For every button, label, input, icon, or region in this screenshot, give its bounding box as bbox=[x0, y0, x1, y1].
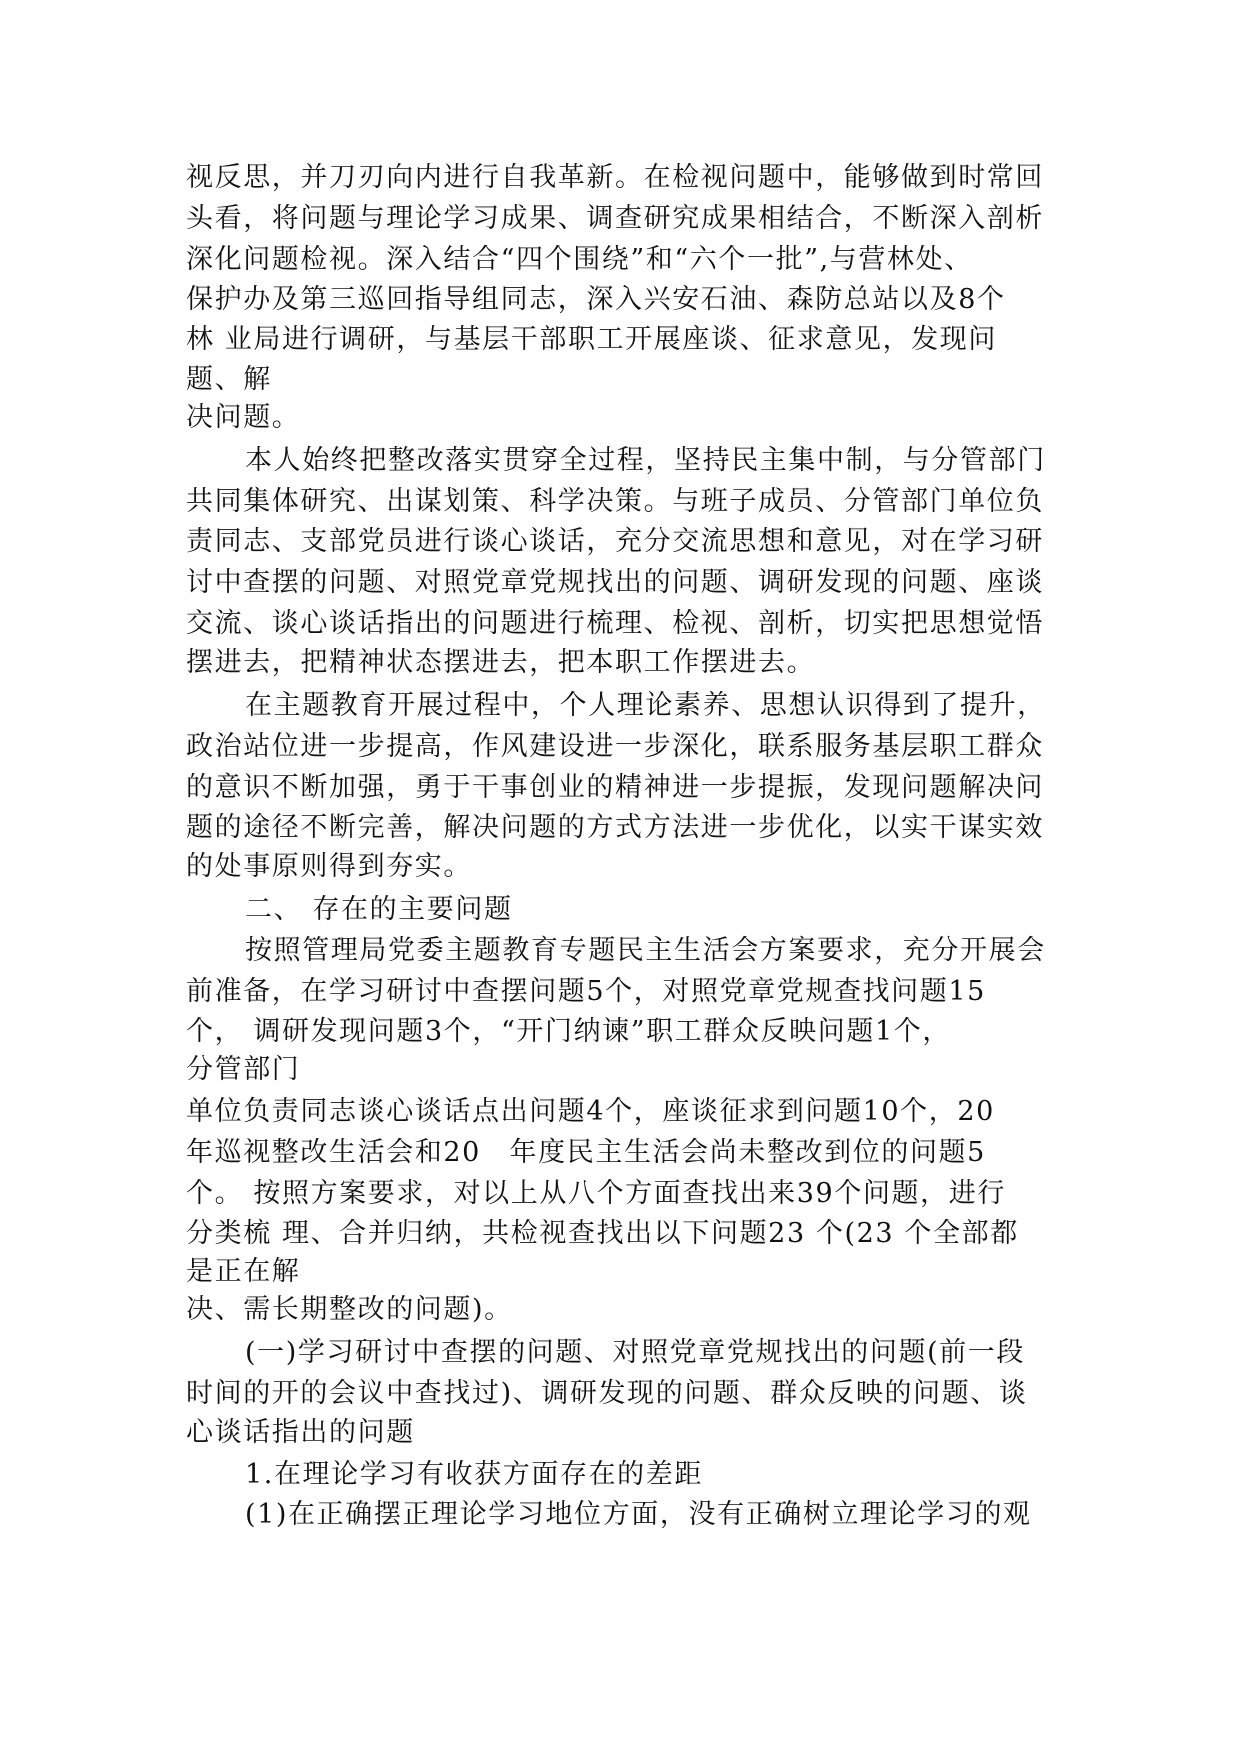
text-line: 政治站位进一步提高，作风建设进一步深化，联系服务基层职工群众 bbox=[186, 731, 1044, 762]
text-line: 头看，将问题与理论学习成果、调查研究成果相结合，不断深入剖析 bbox=[186, 203, 1044, 234]
section-heading: 二、 存在的主要问题 bbox=[245, 894, 513, 925]
text-line: 是正在解 bbox=[186, 1256, 301, 1287]
text-line: 保护办及第三巡回指导组同志，深入兴安石油、森防总站以及8个 bbox=[186, 284, 1006, 315]
item-heading: 1.在理论学习有收获方面存在的差距 bbox=[245, 1459, 703, 1490]
text-line: 题、解 bbox=[186, 364, 272, 395]
text-line: 单位负责同志谈心谈话点出问题4个，座谈征求到问题10个，20 bbox=[186, 1096, 995, 1127]
text-line: 林 业局进行调研，与基层干部职工开展座谈、征求意见，发现问 bbox=[186, 324, 997, 355]
text-line: 交流、谈心谈话指出的问题进行梳理、检视、剖析，切实把思想觉悟 bbox=[186, 608, 1044, 639]
text-line: 个。 按照方案要求，对以上从八个方面查找出来39个问题，进行 bbox=[186, 1178, 1006, 1209]
text-line: 决、需长期整改的问题)。 bbox=[186, 1294, 513, 1325]
text-line: 心谈话指出的问题 bbox=[186, 1417, 415, 1448]
text-line: 讨中查摆的问题、对照党章党规找出的问题、调研发现的问题、座谈 bbox=[186, 567, 1044, 598]
text-line: 个， 调研发现问题3个，“开门纳谏”职工群众反映问题1个， bbox=[186, 1016, 951, 1047]
paragraph-first-line: 在主题教育开展过程中，个人理论素养、思想认识得到了提升， bbox=[245, 690, 1046, 721]
text-line: 共同集体研究、出谋划策、科学决策。与班子成员、分管部门单位负 bbox=[186, 486, 1044, 517]
paragraph-first-line: 本人始终把整改落实贯穿全过程，坚持民主集中制，与分管部门 bbox=[245, 445, 1046, 476]
text-line: 深化问题检视。深入结合“四个围绕”和“六个一批”,与营林处、 bbox=[186, 244, 973, 275]
subsection-heading: (一)学习研讨中查摆的问题、对照党章党规找出的问题(前一段 bbox=[245, 1337, 1025, 1368]
text-line: 摆进去，把精神状态摆进去，把本职工作摆进去。 bbox=[186, 647, 816, 678]
text-line: 决问题。 bbox=[186, 402, 301, 433]
text-line: 视反思，并刀刃向内进行自我革新。在检视问题中，能够做到时常回 bbox=[186, 162, 1044, 193]
text-line: 时间的开的会议中查找过)、调研发现的问题、群众反映的问题、谈 bbox=[186, 1378, 1028, 1409]
text-line: 的处事原则得到夯实。 bbox=[186, 851, 472, 882]
text-line: 分管部门 bbox=[186, 1054, 301, 1085]
text-line: 责同志、支部党员进行谈心谈话，充分交流思想和意见，对在学习研 bbox=[186, 526, 1044, 557]
paragraph-first-line: 按照管理局党委主题教育专题民主生活会方案要求，充分开展会 bbox=[245, 935, 1046, 966]
paragraph-first-line: (1)在正确摆正理论学习地位方面，没有正确树立理论学习的观 bbox=[245, 1499, 1032, 1530]
text-line: 前准备，在学习研讨中查摆问题5个，对照党章党规查找问题15 bbox=[186, 976, 986, 1007]
text-line: 的意识不断加强，勇于干事创业的精神进一步提振，发现问题解决问 bbox=[186, 772, 1044, 803]
text-line: 题的途径不断完善，解决问题的方式方法进一步优化，以实干谋实效 bbox=[186, 812, 1044, 843]
text-line: 年巡视整改生活会和20 年度民主生活会尚未整改到位的问题5 bbox=[186, 1137, 986, 1168]
text-line: 分类梳 理、合并归纳，共检视查找出以下问题23 个(23 个全部都 bbox=[186, 1218, 1019, 1249]
